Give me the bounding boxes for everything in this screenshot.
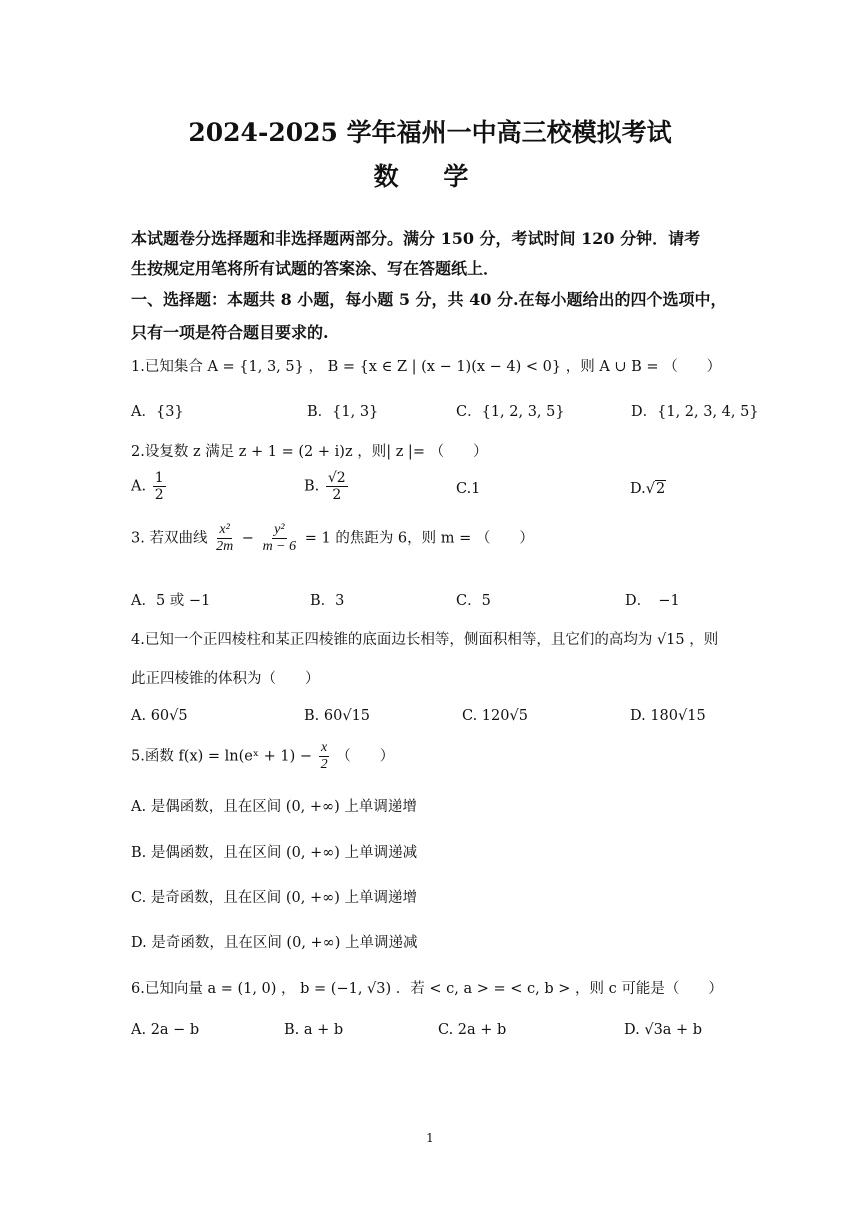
- q2-option-a: [131, 470, 168, 503]
- fraction-denominator: 2: [154, 487, 164, 504]
- q4-option-d: D. 180√15: [630, 708, 706, 724]
- q3-option-b: B．3: [310, 593, 345, 609]
- fraction-denominator: 2m: [216, 539, 234, 555]
- q2-option-b-label: B.: [304, 478, 320, 495]
- fraction-numerator: x²: [217, 522, 231, 539]
- q3-minus: −: [241, 530, 254, 547]
- fraction-denominator: 2: [332, 487, 342, 504]
- q2-option-a-fraction: [153, 470, 166, 503]
- q5-option-d: D. 是奇函数，且在区间 (0, +∞) 上单调递减: [131, 935, 418, 951]
- question-4-stem-line-2: 此正四棱锥的体积为（ ）: [131, 671, 320, 687]
- q5-option-b: B. 是偶函数，且在区间 (0, +∞) 上单调递减: [131, 845, 418, 861]
- q5-stem-prefix: 5.函数 f(x) = ln(eˣ + 1) −: [131, 748, 313, 765]
- question-1-stem: 1.已知集合 A = {1, 3, 5} ， B = {x ∈ Z | (x − 1)(x − 4) < 0} ，则 A ∪ B = （ ）: [131, 359, 722, 375]
- q4-option-c: C. 120√5: [462, 708, 528, 724]
- fraction-denominator: m − 6: [262, 539, 297, 555]
- q6-option-b: B. a + b: [284, 1022, 344, 1038]
- fraction-numerator: 1: [154, 470, 164, 486]
- sqrt-expression: √2: [645, 481, 666, 497]
- q5-stem-suffix: （ ）: [336, 748, 395, 765]
- q3-fraction-1: [214, 522, 235, 555]
- question-5-stem: [131, 740, 394, 773]
- question-4-stem-line-1: 4.已知一个正四棱柱和某正四棱锥的底面边长相等，侧面积相等，且它们的高均为 √15 ，则: [131, 632, 719, 648]
- q2-option-d-label: D.: [630, 481, 646, 497]
- q3-option-d: D． −1: [625, 593, 680, 609]
- question-3-stem: [131, 522, 534, 555]
- q3-fraction-2: [261, 522, 299, 555]
- q3-stem-suffix: = 1 的焦距为 6，则 m = （ ）: [304, 530, 534, 547]
- q4-option-a: A. 60√5: [131, 708, 188, 724]
- question-6-stem: 6.已知向量 a = (1, 0) ， b = (−1, √3) ．若 < c, a > = < c, b > ，则 c 可能是（ ）: [131, 981, 723, 997]
- section-heading-line-2: 只有一项是符合题目要求的.: [131, 323, 329, 342]
- fraction-numerator: y²: [272, 522, 286, 539]
- q5-option-c: C. 是奇函数，且在区间 (0, +∞) 上单调递增: [131, 890, 417, 906]
- q3-option-c: C．5: [456, 593, 491, 609]
- q3-option-a: A．5 或 −1: [131, 593, 211, 609]
- instruction-line-2: 生按规定用笔将所有试题的答案涂、写在答题纸上．: [131, 259, 500, 278]
- fraction-numerator: √2: [327, 470, 346, 486]
- section-heading-line-1: 一、选择题：本题共 8 小题，每小题 5 分，共 40 分.在每小题给出的四个选项中，: [131, 290, 727, 309]
- q4-option-b: B. 60√15: [304, 708, 371, 724]
- exam-subject: 数 学: [373, 162, 487, 191]
- q6-option-d: D. √3a + b: [624, 1022, 703, 1038]
- q2-option-d: [630, 481, 666, 497]
- fraction-numerator: x: [319, 740, 329, 757]
- q1-option-a: A．{3}: [131, 404, 184, 420]
- q1-option-b: B．{1, 3}: [307, 404, 379, 420]
- radicand: 2: [655, 481, 666, 497]
- q2-option-a-label: A.: [131, 478, 147, 495]
- q6-option-a: A. 2a − b: [131, 1022, 200, 1038]
- q2-option-c: C.1: [456, 481, 481, 497]
- fraction-denominator: 2: [320, 757, 328, 773]
- q5-option-a: A. 是偶函数，且在区间 (0, +∞) 上单调递增: [131, 799, 417, 815]
- q2-option-b: [304, 470, 350, 503]
- page-number: 1: [426, 1131, 434, 1145]
- question-2-stem: 2.设复数 z 满足 z + 1 = (2 + i)z ，则| z |= （ ）: [131, 444, 488, 460]
- q6-option-c: C. 2a + b: [438, 1022, 507, 1038]
- exam-title: 2024-2025 学年福州一中高三校模拟考试: [188, 118, 672, 147]
- q3-stem-prefix: 3. 若双曲线: [131, 530, 208, 547]
- q5-fraction: [319, 740, 330, 773]
- instruction-line-1: 本试题卷分选择题和非选择题两部分。满分 150 分，考试时间 120 分钟．请考: [131, 229, 701, 248]
- q1-option-d: D．{1, 2, 3, 4, 5}: [631, 404, 759, 420]
- q1-option-c: C．{1, 2, 3, 5}: [456, 404, 565, 420]
- q2-option-b-fraction: [326, 470, 348, 503]
